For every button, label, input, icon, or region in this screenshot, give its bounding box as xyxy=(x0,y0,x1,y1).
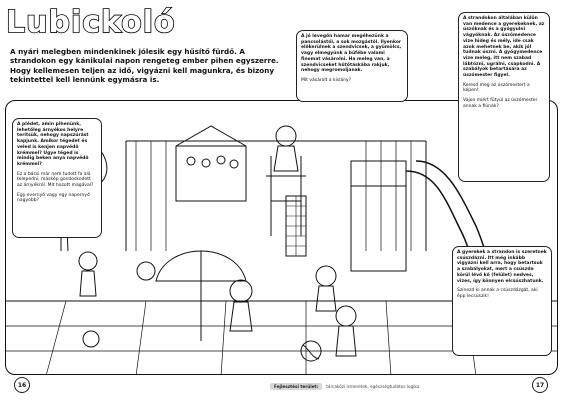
bubble-slide-text: A gyerekek a strandon is szeretnek csúszdázni. Itt még inkább vigyázni kell arra, hogy betartsuk a szabályokat, mert a csúszda körül lévő kő (felület) nedves, vizes, így könnyen elcsúszhatunk. xyxy=(457,250,547,284)
bubble-slide xyxy=(452,246,552,356)
footer-tag: Fejlesztési terület: xyxy=(270,383,322,390)
page-number-right: 17 xyxy=(532,377,548,393)
bubble-pools xyxy=(458,12,550,182)
bubble-food xyxy=(296,30,408,102)
bubble-slide-question: Színezd ki annak a csúszdázgát, aki épp lecsúszik! xyxy=(457,288,538,299)
bubble-pools-text: A strandokon általában külön van medence a gyerekeknek, az úszóknak és a gyógyulni vágyóknak. Az úszómedence vize hideg és mély, ide csak azok mehetnek be, akik jól tudnak úszni. A gyógymedence vize meleg, itt nem szabad lábtózni, ugrálni, csapkodni. A szabályok betartására az úszómester figyel. xyxy=(463,16,545,79)
bubble-blanket-question-1: Ez a bácsi már nem tudott fa alá telepedni, máskép gondoskodott az árnyékról. Mit hozott magával? xyxy=(17,171,94,189)
bubble-blanket-question-2: Egy evernyő vagy egy napernyő nagyobb? xyxy=(17,192,90,204)
bubble-pools-question-1: Keresd meg az úszómestert a képen! xyxy=(463,82,530,94)
page-number-left: 16 xyxy=(14,377,30,393)
bubble-food-text: A jó levegőn hamar megéhezünk a pancsolástól, a sok mozgástól. Ilyenkor előkerülnek a szendvicsek, a gyümölcs, vagy elmegyünk a büfébe valami finomat vásárolni. Ha meleg van, a szendvicseket hűtőtáskába rakjuk, nehogy megromoljanak. xyxy=(301,34,402,74)
page-title xyxy=(6,4,176,44)
bubble-pools-question-2: Vajon miért fütyül az úszómester annak a fiúnak? xyxy=(463,98,538,109)
footer xyxy=(270,383,419,390)
intro-paragraph: A nyári melegben mindenkinek jólesik egy hűsítő fürdő. A strandokon egy kánikulai napon rengeteg ember pihen egyszerre. Hogy kellemesen teljen az idő, vigyázni kell magunkra, és bizony tekintettel kell lennünk egymásra is. xyxy=(10,47,279,85)
bubble-blanket-text: A plédet, amin pihenünk, lehetőleg árnyékos helyre terítsük, nehogy napszúrást kapjunk. Amikor tégedet és veled is kenjen napvédő krémmel? Ugye téged is mindig beken anya napvédő krémmel? xyxy=(17,122,89,167)
bubble-food-question: Mit vásárolt a kislány? xyxy=(301,77,352,83)
title-text: Lubickoló xyxy=(6,5,176,40)
footer-text: tárcaközi ismeretek, egészségtudatos logika xyxy=(326,384,420,389)
bubble-blanket xyxy=(12,118,102,238)
